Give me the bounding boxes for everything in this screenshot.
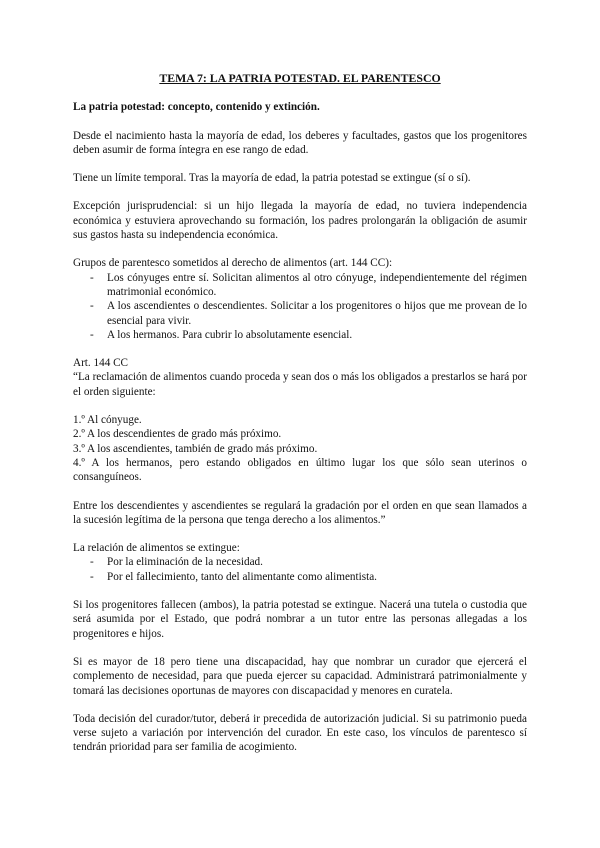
list-item: - Por el fallecimiento, tanto del alimentante como alimentista. <box>73 570 527 584</box>
article-quote: “La reclamación de alimentos cuando proceda y sean dos o más los obligados a prestarlos se hará por el orden siguiente: <box>73 371 527 398</box>
paragraph-curator: Si es mayor de 18 pero tiene una discapacidad, hay que nombrar un curador que ejercerá el complemento de necesidad, para que pueda ejercer su capacidad. Administrará patrimonialmente y tomará las decisiones oportunas de mayores con discapacidad y menores en curatela. <box>73 655 527 697</box>
order-list <box>73 413 527 484</box>
extinction-list <box>73 555 527 584</box>
section-heading: La patria potestad: concepto, contenido y extinción. <box>73 101 320 114</box>
article-label: Art. 144 CC <box>73 357 129 370</box>
groups-list <box>73 271 527 342</box>
list-item: - A los hermanos. Para cubrir lo absolutamente esencial. <box>73 328 527 342</box>
paragraph-guardianship: Si los progenitores fallecen (ambos), la patria potestad se extingue. Nacerá una tutela o custodia que será asumida por el Estado, que podrá nombrar a un tutor entre las personas allegadas a los progenitores e hijos. <box>73 599 527 640</box>
paragraph-time-limit: Tiene un límite temporal. Tras la mayoría de edad, la patria potestad se extingue (sí o sí). <box>73 172 471 185</box>
paragraph-definition: Desde el nacimiento hasta la mayoría de edad, los deberes y facultades, gastos que los progenitores deben asumir de forma íntegra en ese rango de edad. <box>73 129 527 156</box>
list-item: - Los cónyuges entre sí. Solicitan alimentos al otro cónyuge, independientemente del régimen matrimonial económico. <box>73 271 527 300</box>
paragraph-gradation: Entre los descendientes y ascendientes se regulará la gradación por el orden en que sean llamados a la sucesión legítima de la persona que tenga derecho a los alimentos.” <box>73 499 527 526</box>
extinction-intro: La relación de alimentos se extingue: <box>73 542 240 555</box>
list-item: - Por la eliminación de la necesidad. <box>73 555 527 569</box>
list-item: 4.º A los hermanos, pero estando obligados en último lugar los que sólo sean uterinos o consanguíneos. <box>73 456 527 484</box>
list-item: 3.º A los ascendientes, también de grado más próximo. <box>73 442 318 455</box>
page-title: TEMA 7: LA PATRIA POTESTAD. EL PARENTESCO <box>159 71 441 85</box>
list-item: 1.º Al cónyuge. <box>73 414 142 427</box>
list-item: 2.º A los descendientes de grado más próximo. <box>73 428 282 441</box>
document-body <box>73 71 527 769</box>
paragraph-exception: Excepción jurisprudencial: si un hijo llegada la mayoría de edad, no tuviera independencia económica y estuviera aprovechando su formación, los padres prolongarán la obligación de asumir sus gastos hasta su independencia económica. <box>73 200 527 242</box>
paragraph-judicial-authorization: Toda decisión del curador/tutor, deberá ir precedida de autorización judicial. Si su patrimonio pueda verse sujeto a variación por intervención del curador. En este caso, los vínculos de parentesco sí tendrán prioridad para ser familia de acogimiento. <box>73 712 527 754</box>
list-item: - A los ascendientes o descendientes. Solicitar a los progenitores o hijos que me provean de lo esencial para vivir. <box>73 299 527 328</box>
groups-intro: Grupos de parentesco sometidos al derecho de alimentos (art. 144 CC): <box>73 257 393 270</box>
